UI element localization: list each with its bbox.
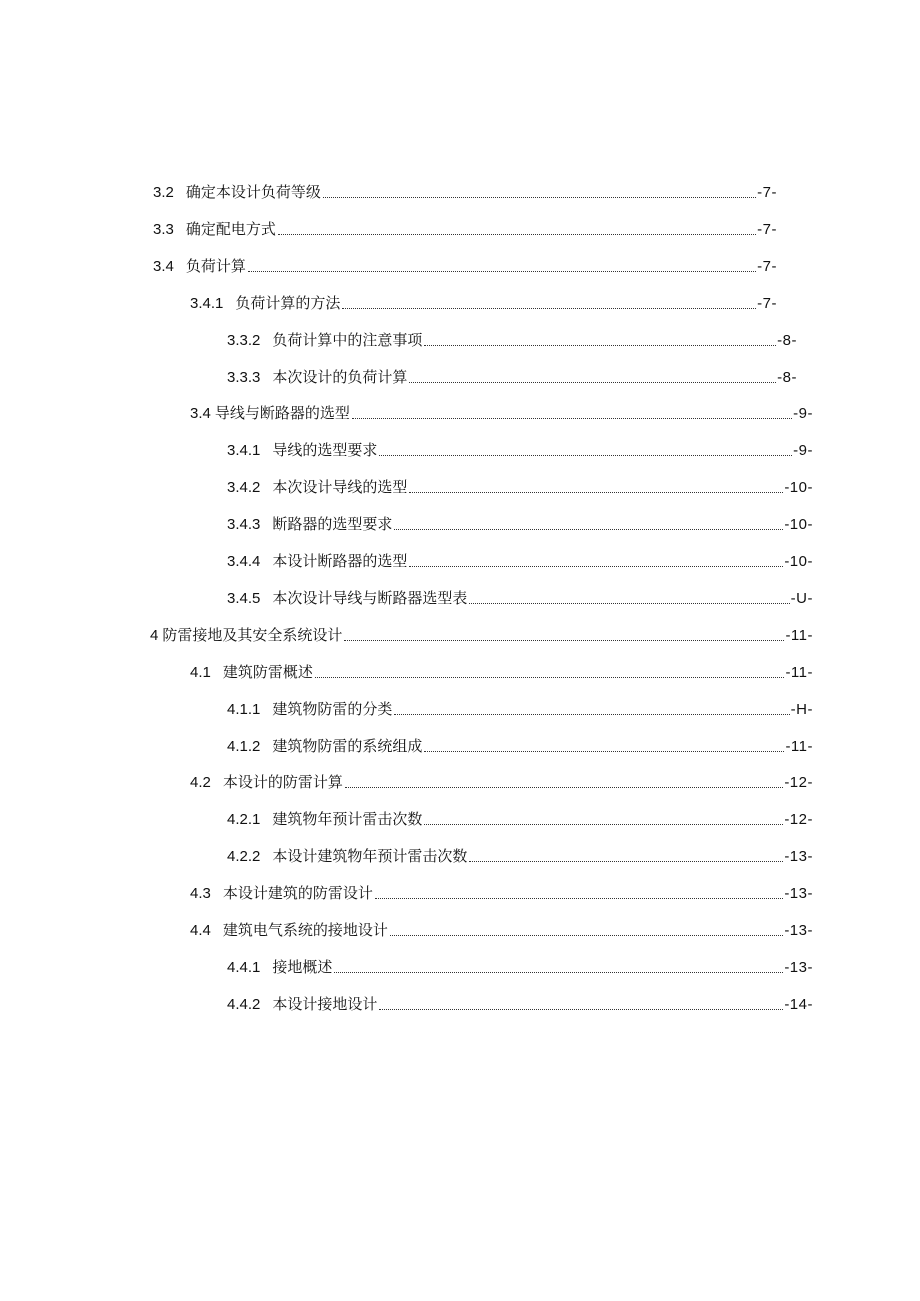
- toc-entry-page: -12-: [784, 774, 813, 792]
- toc-dot-leader: [409, 492, 783, 493]
- toc-entry[interactable]: [227, 514, 813, 536]
- toc-entry[interactable]: [190, 403, 813, 425]
- toc-entry[interactable]: [153, 256, 777, 278]
- toc-dot-leader: [278, 234, 756, 235]
- toc-entry-number: 4.1.1: [227, 700, 261, 718]
- toc-entry-title: 建筑电气系统的接地设计: [222, 922, 388, 939]
- toc-dot-leader: [352, 418, 792, 419]
- toc-entry[interactable]: [153, 182, 777, 204]
- toc-entry-title: 接地概述: [272, 958, 333, 976]
- toc-entry-title: 本设计建筑的防雷设计: [222, 885, 373, 903]
- toc-entry-number: 4.2.1: [227, 811, 261, 829]
- toc-entry[interactable]: [227, 588, 813, 610]
- toc-entry[interactable]: [227, 809, 813, 831]
- toc-entry[interactable]: [227, 330, 797, 352]
- toc-dot-leader: [315, 677, 785, 678]
- toc-entry-title: 负荷计算的方法: [235, 294, 341, 312]
- toc-entry-title: 本次设计的负荷计算: [272, 368, 408, 386]
- toc-entry[interactable]: [190, 293, 777, 315]
- toc-dot-leader: [375, 898, 783, 899]
- toc-entry[interactable]: [227, 736, 813, 758]
- toc-entry[interactable]: [190, 920, 813, 942]
- toc-entry-number: 3.4.3: [227, 516, 261, 534]
- toc-entry-page: -9-: [793, 442, 813, 460]
- toc-entry-number: 3.3.3: [227, 368, 261, 386]
- toc-entry-page: -7-: [757, 294, 777, 312]
- toc-entry-number: 3.3.2: [227, 331, 261, 349]
- toc-entry-title: 本次设计导线与断路器选型表: [272, 589, 468, 607]
- toc-dot-leader: [424, 345, 776, 346]
- toc-entry-page: -11-: [785, 737, 813, 755]
- toc-entry-number: 3.2: [153, 184, 174, 201]
- toc-dot-leader: [379, 455, 792, 456]
- toc-entry[interactable]: [153, 219, 777, 241]
- toc-entry-page: -H-: [790, 700, 813, 718]
- toc-entry[interactable]: [227, 477, 813, 499]
- toc-entry-title: 本次设计导线的选型: [272, 479, 408, 497]
- toc-entry-page: -7-: [757, 257, 777, 275]
- toc-dot-leader: [409, 382, 776, 383]
- toc-entry-title: 断路器的选型要求: [272, 516, 393, 534]
- toc-entry-number: 4.3: [190, 885, 211, 903]
- toc-entry-number: 4.4: [190, 922, 211, 939]
- toc-entry-title: 建筑物防雷的系统组成: [272, 737, 423, 755]
- toc-entry-page: -10-: [784, 553, 813, 570]
- toc-dot-leader: [394, 529, 783, 530]
- toc-entry-title: 导线的选型要求: [272, 442, 378, 460]
- toc-dot-leader: [323, 197, 756, 198]
- toc-entry-page: -13-: [784, 922, 813, 939]
- toc-dot-leader: [342, 308, 756, 309]
- toc-entry[interactable]: [227, 699, 813, 721]
- toc-entry-title: 负荷计算: [185, 257, 246, 275]
- toc-entry-number: 3.4.1: [227, 442, 261, 460]
- toc-entry[interactable]: [150, 625, 813, 647]
- toc-dot-leader: [469, 861, 783, 862]
- toc-entry[interactable]: [227, 367, 797, 389]
- toc-entry-number: 4.2: [190, 774, 211, 792]
- toc-entry-page: -13-: [784, 848, 813, 866]
- toc-entry-number: 3.4.5: [227, 589, 261, 607]
- toc-entry-number: 3.4.4: [227, 553, 261, 570]
- toc-entry-title: 本设计接地设计: [272, 995, 378, 1013]
- toc-dot-leader: [424, 824, 783, 825]
- toc-entry-page: -13-: [784, 885, 813, 903]
- toc-entry-number: 4.4.1: [227, 958, 261, 976]
- toc-entry[interactable]: [190, 883, 813, 905]
- toc-dot-leader: [394, 714, 789, 715]
- toc-entry-page: -11-: [785, 663, 813, 681]
- toc-entry-number: 4.1.2: [227, 737, 261, 755]
- toc-entry-title: 建筑防雷概述: [222, 663, 313, 681]
- toc-entry[interactable]: [227, 551, 813, 573]
- toc-entry-page: -7-: [757, 220, 777, 238]
- toc-entry-page: -8-: [777, 368, 797, 386]
- toc-dot-leader: [409, 566, 783, 567]
- toc-dot-leader: [345, 787, 783, 788]
- toc-entry[interactable]: [190, 772, 813, 794]
- toc-entry-title: 建筑物年预计雷击次数: [272, 811, 423, 829]
- toc-entry-page: -U-: [790, 589, 813, 607]
- toc-entry-number: 3.4.1: [190, 294, 224, 312]
- toc-entry-page: -10-: [784, 479, 813, 497]
- toc-dot-leader: [334, 972, 783, 973]
- toc-entry-page: -13-: [784, 958, 813, 976]
- toc-entry[interactable]: [227, 440, 813, 462]
- toc-entry-page: -11-: [785, 626, 813, 644]
- toc-entry[interactable]: [227, 846, 813, 868]
- toc-entry-page: -9-: [793, 405, 813, 423]
- toc-entry-page: -14-: [784, 995, 813, 1013]
- toc-entry-page: -7-: [757, 184, 777, 201]
- toc-entry-title: 防雷接地及其安全系统设计: [162, 626, 343, 644]
- toc-dot-leader: [248, 271, 756, 272]
- toc-dot-leader: [344, 640, 784, 641]
- toc-entry-number: 4.2.2: [227, 848, 261, 866]
- toc-entry-title: 建筑物防雷的分类: [272, 700, 393, 718]
- toc-dot-leader: [424, 751, 784, 752]
- toc-entry-title: 确定配电方式: [185, 220, 276, 238]
- toc-entry-page: -12-: [784, 811, 813, 829]
- toc-entry[interactable]: [227, 994, 813, 1016]
- toc-entry-title: 本设计的防雷计算: [222, 774, 343, 792]
- toc-entry-number: 3.3: [153, 220, 174, 238]
- toc-entry-number: 4.1: [190, 663, 211, 681]
- toc-entry-title: 导线与断路器的选型: [214, 405, 350, 423]
- toc-entry-page: -8-: [777, 331, 797, 349]
- toc-entry-number: 3.4: [190, 405, 211, 423]
- toc-entry-title: 确定本设计负荷等级: [185, 184, 321, 201]
- toc-entry-number: 4.4.2: [227, 995, 261, 1013]
- toc-dot-leader: [469, 603, 789, 604]
- toc-entry-title: 本设计断路器的选型: [272, 553, 408, 570]
- toc-entry-number: 4: [150, 626, 159, 644]
- toc-entry-number: 3.4.2: [227, 479, 261, 497]
- toc-entry-page: -10-: [784, 516, 813, 534]
- toc-entry-number: 3.4: [153, 257, 174, 275]
- toc-entry-title: 负荷计算中的注意事项: [272, 331, 423, 349]
- toc-dot-leader: [379, 1009, 783, 1010]
- toc-entry[interactable]: [190, 662, 813, 684]
- toc-dot-leader: [390, 935, 783, 936]
- toc-entry[interactable]: [227, 957, 813, 979]
- toc-entry-title: 本设计建筑物年预计雷击次数: [272, 848, 468, 866]
